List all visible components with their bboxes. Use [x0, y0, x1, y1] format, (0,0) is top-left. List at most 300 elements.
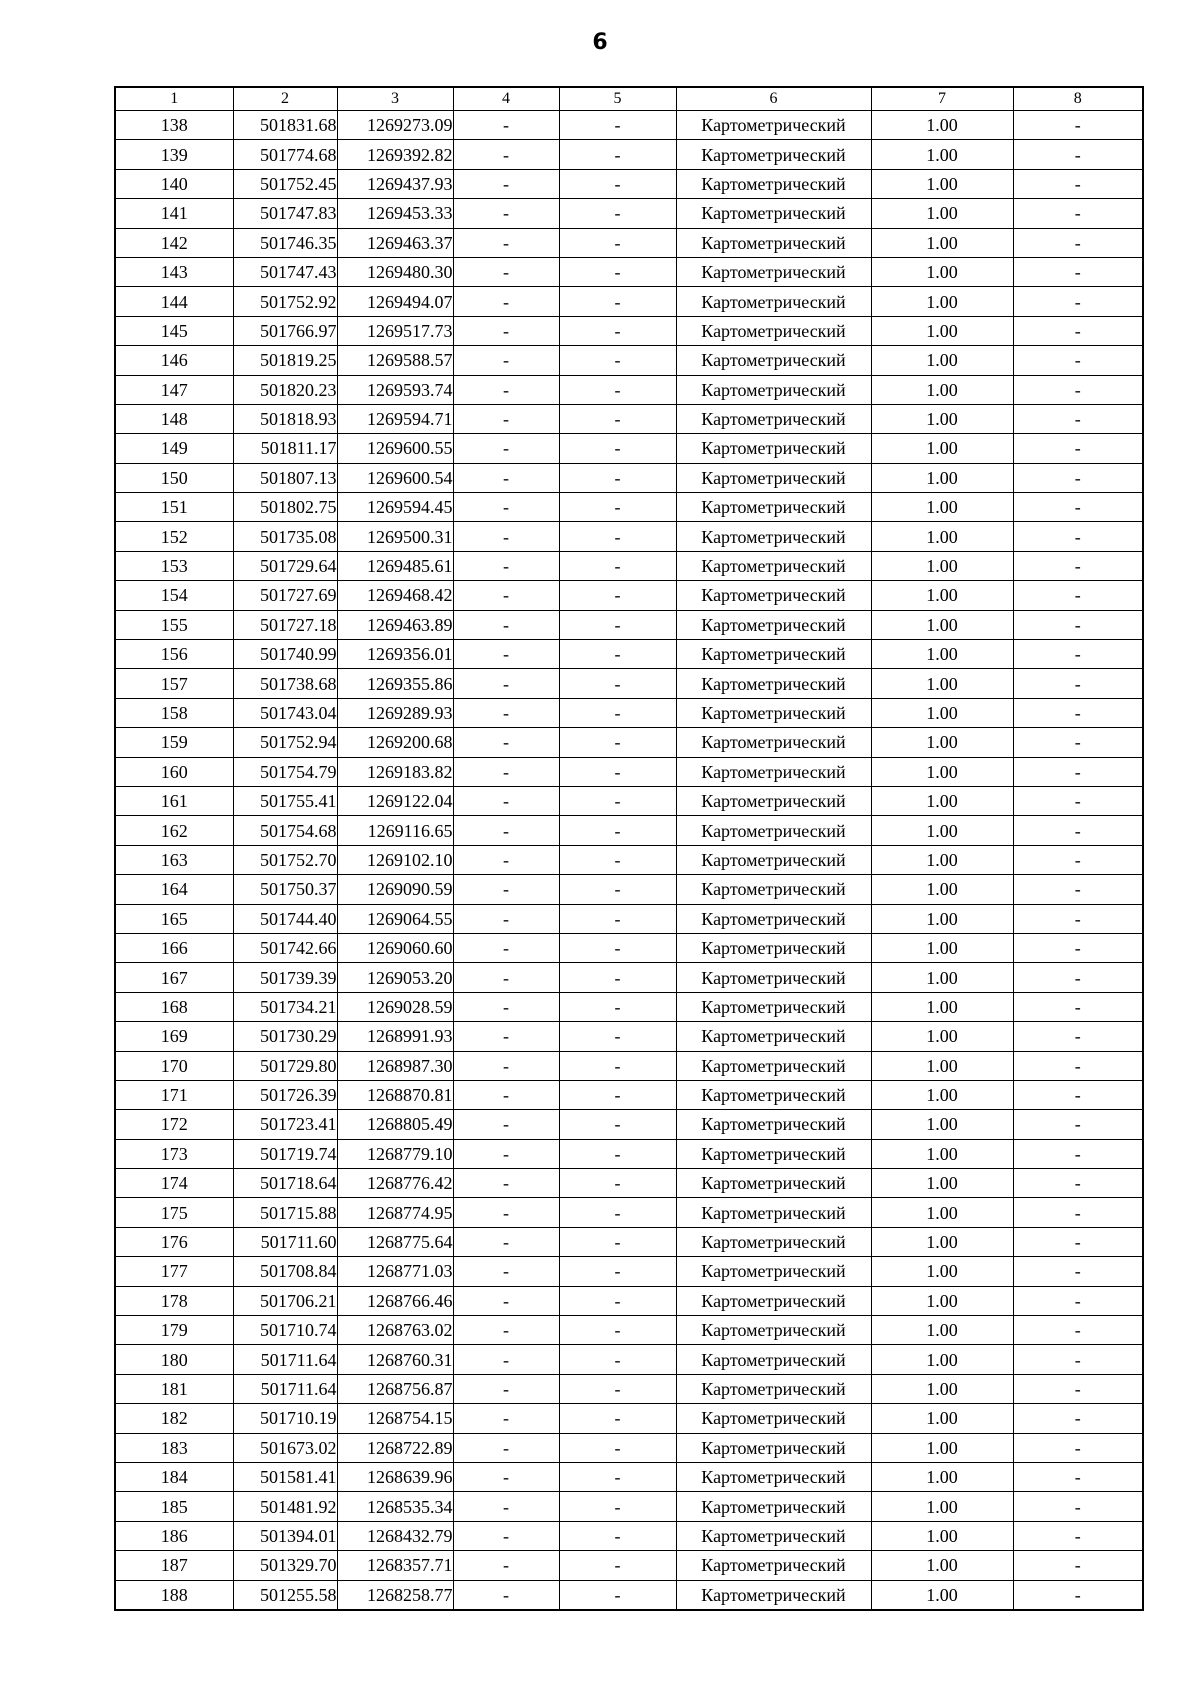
- x-coordinate-cell: 501711.64: [233, 1374, 337, 1403]
- col5-cell: -: [559, 346, 676, 375]
- y-coordinate-cell: 1269600.54: [337, 463, 453, 492]
- y-coordinate-cell: 1268774.95: [337, 1198, 453, 1227]
- accuracy-cell: 1.00: [871, 698, 1013, 727]
- col4-cell: -: [453, 1551, 559, 1580]
- point-number-cell: 161: [115, 786, 233, 815]
- accuracy-cell: 1.00: [871, 610, 1013, 639]
- method-cell: Картометрический: [676, 551, 871, 580]
- accuracy-cell: 1.00: [871, 1051, 1013, 1080]
- accuracy-cell: 1.00: [871, 287, 1013, 316]
- method-cell: Картометрический: [676, 228, 871, 257]
- method-cell: Картометрический: [676, 1374, 871, 1403]
- table-header-row: [115, 87, 1143, 111]
- y-coordinate-cell: 1269289.93: [337, 698, 453, 727]
- table-row: [115, 1257, 1143, 1286]
- y-coordinate-cell: 1268760.31: [337, 1345, 453, 1374]
- y-coordinate-cell: 1269116.65: [337, 816, 453, 845]
- x-coordinate-cell: 501329.70: [233, 1551, 337, 1580]
- accuracy-cell: 1.00: [871, 1580, 1013, 1610]
- x-coordinate-cell: 501711.60: [233, 1227, 337, 1256]
- col4-cell: -: [453, 1198, 559, 1227]
- table-row: [115, 1080, 1143, 1109]
- accuracy-cell: 1.00: [871, 463, 1013, 492]
- table-row: [115, 992, 1143, 1021]
- table-row: [115, 1198, 1143, 1227]
- accuracy-cell: 1.00: [871, 434, 1013, 463]
- table-row: [115, 111, 1143, 140]
- col8-cell: -: [1013, 257, 1143, 286]
- table-row: [115, 346, 1143, 375]
- accuracy-cell: 1.00: [871, 728, 1013, 757]
- method-cell: Картометрический: [676, 1462, 871, 1491]
- method-cell: Картометрический: [676, 199, 871, 228]
- table-row: [115, 610, 1143, 639]
- accuracy-cell: 1.00: [871, 1080, 1013, 1109]
- col4-cell: -: [453, 346, 559, 375]
- method-cell: Картометрический: [676, 669, 871, 698]
- col5-cell: -: [559, 845, 676, 874]
- col8-cell: -: [1013, 669, 1143, 698]
- point-number-cell: 144: [115, 287, 233, 316]
- col8-cell: -: [1013, 610, 1143, 639]
- method-cell: Картометрический: [676, 640, 871, 669]
- page-number: 6: [592, 30, 608, 55]
- y-coordinate-cell: 1268432.79: [337, 1521, 453, 1550]
- point-number-cell: 167: [115, 963, 233, 992]
- y-coordinate-cell: 1268754.15: [337, 1404, 453, 1433]
- accuracy-cell: 1.00: [871, 346, 1013, 375]
- y-coordinate-cell: 1269463.37: [337, 228, 453, 257]
- accuracy-cell: 1.00: [871, 669, 1013, 698]
- col8-cell: -: [1013, 551, 1143, 580]
- x-coordinate-cell: 501726.39: [233, 1080, 337, 1109]
- y-coordinate-cell: 1268357.71: [337, 1551, 453, 1580]
- table-body: [115, 111, 1143, 1610]
- accuracy-cell: 1.00: [871, 316, 1013, 345]
- col5-cell: -: [559, 1198, 676, 1227]
- y-coordinate-cell: 1268776.42: [337, 1169, 453, 1198]
- method-cell: Картометрический: [676, 1286, 871, 1315]
- col4-cell: -: [453, 728, 559, 757]
- method-cell: Картометрический: [676, 845, 871, 874]
- col8-cell: -: [1013, 963, 1143, 992]
- method-cell: Картометрический: [676, 757, 871, 786]
- x-coordinate-cell: 501740.99: [233, 640, 337, 669]
- x-coordinate-cell: 501752.45: [233, 169, 337, 198]
- col8-cell: -: [1013, 434, 1143, 463]
- x-coordinate-cell: 501819.25: [233, 346, 337, 375]
- point-number-cell: 181: [115, 1374, 233, 1403]
- column-header: 4: [453, 87, 559, 111]
- point-number-cell: 149: [115, 434, 233, 463]
- y-coordinate-cell: 1269593.74: [337, 375, 453, 404]
- point-number-cell: 184: [115, 1462, 233, 1491]
- table-row: [115, 1316, 1143, 1345]
- col4-cell: -: [453, 1404, 559, 1433]
- table-row: [115, 728, 1143, 757]
- table-row: [115, 228, 1143, 257]
- col8-cell: -: [1013, 1345, 1143, 1374]
- x-coordinate-cell: 501718.64: [233, 1169, 337, 1198]
- accuracy-cell: 1.00: [871, 757, 1013, 786]
- method-cell: Картометрический: [676, 1345, 871, 1374]
- col5-cell: -: [559, 140, 676, 169]
- col8-cell: -: [1013, 140, 1143, 169]
- y-coordinate-cell: 1268258.77: [337, 1580, 453, 1610]
- accuracy-cell: 1.00: [871, 404, 1013, 433]
- point-number-cell: 183: [115, 1433, 233, 1462]
- point-number-cell: 166: [115, 933, 233, 962]
- x-coordinate-cell: 501729.80: [233, 1051, 337, 1080]
- accuracy-cell: 1.00: [871, 1521, 1013, 1550]
- point-number-cell: 170: [115, 1051, 233, 1080]
- point-number-cell: 142: [115, 228, 233, 257]
- point-number-cell: 157: [115, 669, 233, 698]
- point-number-cell: 154: [115, 581, 233, 610]
- x-coordinate-cell: 501727.69: [233, 581, 337, 610]
- table-row: [115, 1580, 1143, 1610]
- y-coordinate-cell: 1269600.55: [337, 434, 453, 463]
- y-coordinate-cell: 1269273.09: [337, 111, 453, 140]
- y-coordinate-cell: 1269122.04: [337, 786, 453, 815]
- y-coordinate-cell: 1268779.10: [337, 1139, 453, 1168]
- col4-cell: -: [453, 1433, 559, 1462]
- point-number-cell: 168: [115, 992, 233, 1021]
- point-number-cell: 175: [115, 1198, 233, 1227]
- point-number-cell: 164: [115, 875, 233, 904]
- y-coordinate-cell: 1269588.57: [337, 346, 453, 375]
- method-cell: Картометрический: [676, 904, 871, 933]
- col4-cell: -: [453, 257, 559, 286]
- x-coordinate-cell: 501811.17: [233, 434, 337, 463]
- col8-cell: -: [1013, 786, 1143, 815]
- point-number-cell: 162: [115, 816, 233, 845]
- point-number-cell: 152: [115, 522, 233, 551]
- col5-cell: -: [559, 1227, 676, 1256]
- col4-cell: -: [453, 140, 559, 169]
- col5-cell: -: [559, 1080, 676, 1109]
- col5-cell: -: [559, 1169, 676, 1198]
- col8-cell: -: [1013, 933, 1143, 962]
- table-row: [115, 1345, 1143, 1374]
- y-coordinate-cell: 1269594.71: [337, 404, 453, 433]
- col4-cell: -: [453, 757, 559, 786]
- col5-cell: -: [559, 1462, 676, 1491]
- accuracy-cell: 1.00: [871, 640, 1013, 669]
- table-row: [115, 1462, 1143, 1491]
- table-row: [115, 816, 1143, 845]
- accuracy-cell: 1.00: [871, 493, 1013, 522]
- col4-cell: -: [453, 933, 559, 962]
- col5-cell: -: [559, 111, 676, 140]
- col5-cell: -: [559, 287, 676, 316]
- col4-cell: -: [453, 463, 559, 492]
- col4-cell: -: [453, 992, 559, 1021]
- col4-cell: -: [453, 1316, 559, 1345]
- col5-cell: -: [559, 1374, 676, 1403]
- x-coordinate-cell: 501818.93: [233, 404, 337, 433]
- col8-cell: -: [1013, 1433, 1143, 1462]
- col8-cell: -: [1013, 1462, 1143, 1491]
- column-header: 7: [871, 87, 1013, 111]
- col8-cell: -: [1013, 1110, 1143, 1139]
- col5-cell: -: [559, 1433, 676, 1462]
- point-number-cell: 156: [115, 640, 233, 669]
- col8-cell: -: [1013, 1051, 1143, 1080]
- accuracy-cell: 1.00: [871, 228, 1013, 257]
- table-row: [115, 1433, 1143, 1462]
- col4-cell: -: [453, 1580, 559, 1610]
- col4-cell: -: [453, 1257, 559, 1286]
- method-cell: Картометрический: [676, 375, 871, 404]
- col8-cell: -: [1013, 493, 1143, 522]
- col8-cell: -: [1013, 757, 1143, 786]
- accuracy-cell: 1.00: [871, 1551, 1013, 1580]
- method-cell: Картометрический: [676, 875, 871, 904]
- column-header: 5: [559, 87, 676, 111]
- col5-cell: -: [559, 1404, 676, 1433]
- point-number-cell: 160: [115, 757, 233, 786]
- col8-cell: -: [1013, 1580, 1143, 1610]
- table-row: [115, 1286, 1143, 1315]
- table-row: [115, 287, 1143, 316]
- accuracy-cell: 1.00: [871, 257, 1013, 286]
- col5-cell: -: [559, 1551, 676, 1580]
- point-number-cell: 140: [115, 169, 233, 198]
- table-row: [115, 1492, 1143, 1521]
- col5-cell: -: [559, 375, 676, 404]
- accuracy-cell: 1.00: [871, 875, 1013, 904]
- method-cell: Картометрический: [676, 992, 871, 1021]
- method-cell: Картометрический: [676, 404, 871, 433]
- col8-cell: -: [1013, 581, 1143, 610]
- x-coordinate-cell: 501831.68: [233, 111, 337, 140]
- column-header: 2: [233, 87, 337, 111]
- col5-cell: -: [559, 698, 676, 727]
- x-coordinate-cell: 501744.40: [233, 904, 337, 933]
- y-coordinate-cell: 1269028.59: [337, 992, 453, 1021]
- col5-cell: -: [559, 816, 676, 845]
- col4-cell: -: [453, 1492, 559, 1521]
- method-cell: Картометрический: [676, 1316, 871, 1345]
- y-coordinate-cell: 1269200.68: [337, 728, 453, 757]
- column-header: 3: [337, 87, 453, 111]
- col8-cell: -: [1013, 287, 1143, 316]
- y-coordinate-cell: 1269594.45: [337, 493, 453, 522]
- col4-cell: -: [453, 1521, 559, 1550]
- y-coordinate-cell: 1269356.01: [337, 640, 453, 669]
- table-row: [115, 786, 1143, 815]
- x-coordinate-cell: 501752.70: [233, 845, 337, 874]
- x-coordinate-cell: 501481.92: [233, 1492, 337, 1521]
- col5-cell: -: [559, 463, 676, 492]
- point-number-cell: 165: [115, 904, 233, 933]
- col5-cell: -: [559, 1521, 676, 1550]
- y-coordinate-cell: 1269485.61: [337, 551, 453, 580]
- point-number-cell: 177: [115, 1257, 233, 1286]
- table-row: [115, 640, 1143, 669]
- col4-cell: -: [453, 1080, 559, 1109]
- accuracy-cell: 1.00: [871, 111, 1013, 140]
- col5-cell: -: [559, 522, 676, 551]
- column-header: 6: [676, 87, 871, 111]
- col4-cell: -: [453, 1110, 559, 1139]
- point-number-cell: 159: [115, 728, 233, 757]
- table-row: [115, 875, 1143, 904]
- col4-cell: -: [453, 1051, 559, 1080]
- y-coordinate-cell: 1269053.20: [337, 963, 453, 992]
- point-number-cell: 146: [115, 346, 233, 375]
- method-cell: Картометрический: [676, 1227, 871, 1256]
- col4-cell: -: [453, 610, 559, 639]
- point-number-cell: 186: [115, 1521, 233, 1550]
- accuracy-cell: 1.00: [871, 1462, 1013, 1491]
- table-row: [115, 140, 1143, 169]
- table-row: [115, 434, 1143, 463]
- y-coordinate-cell: 1268805.49: [337, 1110, 453, 1139]
- table-row: [115, 404, 1143, 433]
- method-cell: Картометрический: [676, 434, 871, 463]
- col4-cell: -: [453, 551, 559, 580]
- method-cell: Картометрический: [676, 1404, 871, 1433]
- x-coordinate-cell: 501735.08: [233, 522, 337, 551]
- col8-cell: -: [1013, 816, 1143, 845]
- col5-cell: -: [559, 316, 676, 345]
- table-row: [115, 963, 1143, 992]
- x-coordinate-cell: 501730.29: [233, 1022, 337, 1051]
- point-number-cell: 180: [115, 1345, 233, 1374]
- accuracy-cell: 1.00: [871, 1404, 1013, 1433]
- point-number-cell: 171: [115, 1080, 233, 1109]
- y-coordinate-cell: 1268756.87: [337, 1374, 453, 1403]
- accuracy-cell: 1.00: [871, 1198, 1013, 1227]
- x-coordinate-cell: 501727.18: [233, 610, 337, 639]
- accuracy-cell: 1.00: [871, 1169, 1013, 1198]
- accuracy-cell: 1.00: [871, 1257, 1013, 1286]
- table-row: [115, 316, 1143, 345]
- table-row: [115, 1551, 1143, 1580]
- point-number-cell: 151: [115, 493, 233, 522]
- accuracy-cell: 1.00: [871, 1286, 1013, 1315]
- col8-cell: -: [1013, 404, 1143, 433]
- method-cell: Картометрический: [676, 1022, 871, 1051]
- point-number-cell: 173: [115, 1139, 233, 1168]
- col4-cell: -: [453, 287, 559, 316]
- x-coordinate-cell: 501750.37: [233, 875, 337, 904]
- x-coordinate-cell: 501255.58: [233, 1580, 337, 1610]
- point-number-cell: 187: [115, 1551, 233, 1580]
- coordinates-table: [114, 86, 1144, 1611]
- col5-cell: -: [559, 404, 676, 433]
- col4-cell: -: [453, 1022, 559, 1051]
- col8-cell: -: [1013, 1521, 1143, 1550]
- point-number-cell: 150: [115, 463, 233, 492]
- y-coordinate-cell: 1269437.93: [337, 169, 453, 198]
- col4-cell: -: [453, 404, 559, 433]
- accuracy-cell: 1.00: [871, 1110, 1013, 1139]
- col4-cell: -: [453, 434, 559, 463]
- y-coordinate-cell: 1269517.73: [337, 316, 453, 345]
- y-coordinate-cell: 1268763.02: [337, 1316, 453, 1345]
- table-row: [115, 1169, 1143, 1198]
- col5-cell: -: [559, 199, 676, 228]
- y-coordinate-cell: 1268775.64: [337, 1227, 453, 1256]
- point-number-cell: 139: [115, 140, 233, 169]
- accuracy-cell: 1.00: [871, 522, 1013, 551]
- col8-cell: -: [1013, 1198, 1143, 1227]
- col4-cell: -: [453, 199, 559, 228]
- col8-cell: -: [1013, 1022, 1143, 1051]
- x-coordinate-cell: 501723.41: [233, 1110, 337, 1139]
- col8-cell: -: [1013, 1257, 1143, 1286]
- point-number-cell: 188: [115, 1580, 233, 1610]
- x-coordinate-cell: 501742.66: [233, 933, 337, 962]
- col8-cell: -: [1013, 228, 1143, 257]
- table-row: [115, 257, 1143, 286]
- col4-cell: -: [453, 963, 559, 992]
- col8-cell: -: [1013, 1169, 1143, 1198]
- table-row: [115, 845, 1143, 874]
- x-coordinate-cell: 501711.64: [233, 1345, 337, 1374]
- col8-cell: -: [1013, 640, 1143, 669]
- x-coordinate-cell: 501743.04: [233, 698, 337, 727]
- y-coordinate-cell: 1269494.07: [337, 287, 453, 316]
- y-coordinate-cell: 1268870.81: [337, 1080, 453, 1109]
- x-coordinate-cell: 501752.94: [233, 728, 337, 757]
- point-number-cell: 145: [115, 316, 233, 345]
- point-number-cell: 138: [115, 111, 233, 140]
- y-coordinate-cell: 1268722.89: [337, 1433, 453, 1462]
- col4-cell: -: [453, 1169, 559, 1198]
- col5-cell: -: [559, 257, 676, 286]
- y-coordinate-cell: 1269480.30: [337, 257, 453, 286]
- col8-cell: -: [1013, 1227, 1143, 1256]
- accuracy-cell: 1.00: [871, 904, 1013, 933]
- point-number-cell: 155: [115, 610, 233, 639]
- accuracy-cell: 1.00: [871, 786, 1013, 815]
- method-cell: Картометрический: [676, 257, 871, 286]
- point-number-cell: 176: [115, 1227, 233, 1256]
- col8-cell: -: [1013, 1139, 1143, 1168]
- table-row: [115, 199, 1143, 228]
- y-coordinate-cell: 1268991.93: [337, 1022, 453, 1051]
- method-cell: Картометрический: [676, 522, 871, 551]
- col8-cell: -: [1013, 199, 1143, 228]
- col8-cell: -: [1013, 1316, 1143, 1345]
- method-cell: Картометрический: [676, 1169, 871, 1198]
- accuracy-cell: 1.00: [871, 1227, 1013, 1256]
- method-cell: Картометрический: [676, 1257, 871, 1286]
- col5-cell: -: [559, 1492, 676, 1521]
- x-coordinate-cell: 501754.68: [233, 816, 337, 845]
- table-row: [115, 581, 1143, 610]
- col4-cell: -: [453, 669, 559, 698]
- method-cell: Картометрический: [676, 493, 871, 522]
- col8-cell: -: [1013, 904, 1143, 933]
- col5-cell: -: [559, 992, 676, 1021]
- method-cell: Картометрический: [676, 610, 871, 639]
- x-coordinate-cell: 501752.92: [233, 287, 337, 316]
- col8-cell: -: [1013, 1492, 1143, 1521]
- x-coordinate-cell: 501581.41: [233, 1462, 337, 1491]
- col5-cell: -: [559, 640, 676, 669]
- table-row: [115, 1521, 1143, 1550]
- col5-cell: -: [559, 1257, 676, 1286]
- method-cell: Картометрический: [676, 1198, 871, 1227]
- col4-cell: -: [453, 1345, 559, 1374]
- col8-cell: -: [1013, 698, 1143, 727]
- x-coordinate-cell: 501802.75: [233, 493, 337, 522]
